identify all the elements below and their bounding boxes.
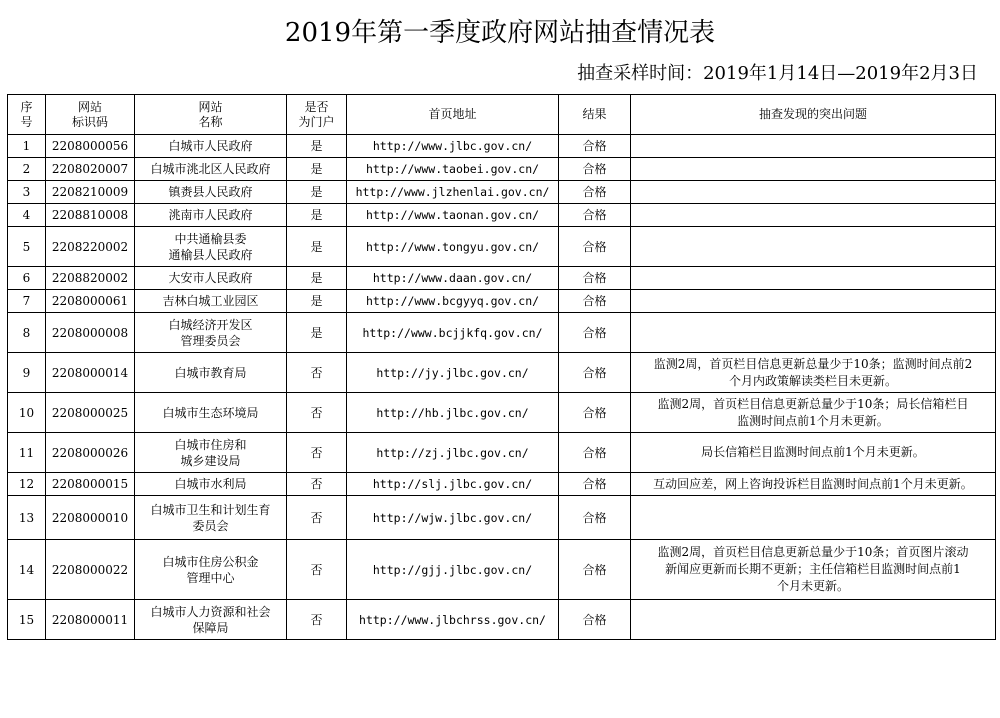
inspection-table <box>7 94 996 640</box>
table-row <box>8 267 996 290</box>
table-row <box>8 540 996 600</box>
issue-description <box>631 290 996 313</box>
issue-description <box>631 227 996 267</box>
site-code: 2208000026 <box>46 433 135 473</box>
check-result: 合格 <box>559 473 631 496</box>
table-row <box>8 496 996 540</box>
table-row <box>8 353 996 393</box>
header-no: 序 号 <box>8 95 46 135</box>
site-code: 2208000008 <box>46 313 135 353</box>
site-name: 白城市住房和 城乡建设局 <box>135 433 287 473</box>
homepage-url: http://www.jlzhenlai.gov.cn/ <box>347 181 559 204</box>
site-name: 镇赉县人民政府 <box>135 181 287 204</box>
check-result: 合格 <box>559 496 631 540</box>
homepage-url: http://www.bcjjkfq.gov.cn/ <box>347 313 559 353</box>
site-name: 白城市卫生和计划生育 委员会 <box>135 496 287 540</box>
check-result: 合格 <box>559 204 631 227</box>
site-code: 2208210009 <box>46 181 135 204</box>
check-result: 合格 <box>559 540 631 600</box>
is-portal: 是 <box>287 267 347 290</box>
table-row <box>8 135 996 158</box>
issue-description: 监测2周，首页栏目信息更新总量少于10条；首页图片滚动 新闻应更新而长期不更新；主任信箱栏目监测时间点前1 个月未更新。 <box>631 540 996 600</box>
site-code: 2208220002 <box>46 227 135 267</box>
check-result: 合格 <box>559 393 631 433</box>
homepage-url: http://www.jlbchrss.gov.cn/ <box>347 600 559 640</box>
homepage-url: http://slj.jlbc.gov.cn/ <box>347 473 559 496</box>
site-name: 白城市生态环境局 <box>135 393 287 433</box>
row-number: 8 <box>8 313 46 353</box>
is-portal: 是 <box>287 135 347 158</box>
table-row <box>8 393 996 433</box>
site-name: 白城市教育局 <box>135 353 287 393</box>
homepage-url: http://zj.jlbc.gov.cn/ <box>347 433 559 473</box>
check-result: 合格 <box>559 158 631 181</box>
row-number: 11 <box>8 433 46 473</box>
page-title: 2019年第一季度政府网站抽查情况表 <box>284 18 716 48</box>
is-portal: 是 <box>287 290 347 313</box>
homepage-url: http://www.jlbc.gov.cn/ <box>347 135 559 158</box>
homepage-url: http://www.taobei.gov.cn/ <box>347 158 559 181</box>
row-number: 5 <box>8 227 46 267</box>
issue-description: 监测2周，首页栏目信息更新总量少于10条；监测时间点前2 个月内政策解读类栏目未更新。 <box>631 353 996 393</box>
is-portal: 是 <box>287 227 347 267</box>
homepage-url: http://www.bcgyyq.gov.cn/ <box>347 290 559 313</box>
header-portal: 是否 为门户 <box>287 95 347 135</box>
is-portal: 是 <box>287 313 347 353</box>
site-code: 2208020007 <box>46 158 135 181</box>
is-portal: 否 <box>287 496 347 540</box>
table-body <box>8 135 996 640</box>
header-issue: 抽查发现的突出问题 <box>631 95 996 135</box>
site-code: 2208000014 <box>46 353 135 393</box>
is-portal: 是 <box>287 158 347 181</box>
row-number: 2 <box>8 158 46 181</box>
is-portal: 是 <box>287 181 347 204</box>
row-number: 3 <box>8 181 46 204</box>
site-code: 2208000010 <box>46 496 135 540</box>
table-header-row <box>8 95 996 135</box>
site-code: 2208000061 <box>46 290 135 313</box>
site-name: 中共通榆县委 通榆县人民政府 <box>135 227 287 267</box>
site-code: 2208000025 <box>46 393 135 433</box>
table-row <box>8 313 996 353</box>
header-name: 网站 名称 <box>135 95 287 135</box>
site-name: 洮南市人民政府 <box>135 204 287 227</box>
table-row <box>8 227 996 267</box>
issue-description: 互动回应差，网上咨询投诉栏目监测时间点前1个月未更新。 <box>631 473 996 496</box>
table-row <box>8 290 996 313</box>
issue-description: 监测2周，首页栏目信息更新总量少于10条；局长信箱栏目 监测时间点前1个月未更新。 <box>631 393 996 433</box>
table-row <box>8 433 996 473</box>
row-number: 15 <box>8 600 46 640</box>
table-row <box>8 473 996 496</box>
table-row <box>8 600 996 640</box>
is-portal: 否 <box>287 473 347 496</box>
homepage-url: http://www.daan.gov.cn/ <box>347 267 559 290</box>
issue-description <box>631 267 996 290</box>
issue-description <box>631 496 996 540</box>
issue-description <box>631 158 996 181</box>
site-name: 白城市人民政府 <box>135 135 287 158</box>
header-url: 首页地址 <box>347 95 559 135</box>
check-result: 合格 <box>559 600 631 640</box>
site-code: 2208820002 <box>46 267 135 290</box>
row-number: 9 <box>8 353 46 393</box>
homepage-url: http://www.taonan.gov.cn/ <box>347 204 559 227</box>
site-name: 吉林白城工业园区 <box>135 290 287 313</box>
is-portal: 否 <box>287 393 347 433</box>
is-portal: 是 <box>287 204 347 227</box>
homepage-url: http://gjj.jlbc.gov.cn/ <box>347 540 559 600</box>
site-code: 2208000022 <box>46 540 135 600</box>
row-number: 6 <box>8 267 46 290</box>
site-name: 白城市人力资源和社会 保障局 <box>135 600 287 640</box>
site-code: 2208000015 <box>46 473 135 496</box>
check-result: 合格 <box>559 135 631 158</box>
table-row <box>8 204 996 227</box>
site-name: 白城市住房公积金 管理中心 <box>135 540 287 600</box>
check-result: 合格 <box>559 433 631 473</box>
check-result: 合格 <box>559 181 631 204</box>
homepage-url: http://www.tongyu.gov.cn/ <box>347 227 559 267</box>
table-row <box>8 181 996 204</box>
is-portal: 否 <box>287 600 347 640</box>
homepage-url: http://jy.jlbc.gov.cn/ <box>347 353 559 393</box>
site-name: 白城市水利局 <box>135 473 287 496</box>
check-result: 合格 <box>559 353 631 393</box>
issue-description: 局长信箱栏目监测时间点前1个月未更新。 <box>631 433 996 473</box>
site-name: 白城经济开发区 管理委员会 <box>135 313 287 353</box>
row-number: 13 <box>8 496 46 540</box>
site-code: 2208810008 <box>46 204 135 227</box>
table-row <box>8 158 996 181</box>
header-result: 结果 <box>559 95 631 135</box>
check-result: 合格 <box>559 227 631 267</box>
issue-description <box>631 313 996 353</box>
row-number: 14 <box>8 540 46 600</box>
check-result: 合格 <box>559 313 631 353</box>
is-portal: 否 <box>287 353 347 393</box>
check-result: 合格 <box>559 290 631 313</box>
site-name: 白城市洮北区人民政府 <box>135 158 287 181</box>
issue-description <box>631 181 996 204</box>
row-number: 7 <box>8 290 46 313</box>
issue-description <box>631 135 996 158</box>
site-code: 2208000056 <box>46 135 135 158</box>
row-number: 12 <box>8 473 46 496</box>
check-result: 合格 <box>559 267 631 290</box>
is-portal: 否 <box>287 540 347 600</box>
issue-description <box>631 600 996 640</box>
row-number: 10 <box>8 393 46 433</box>
homepage-url: http://wjw.jlbc.gov.cn/ <box>347 496 559 540</box>
header-code: 网站 标识码 <box>46 95 135 135</box>
is-portal: 否 <box>287 433 347 473</box>
homepage-url: http://hb.jlbc.gov.cn/ <box>347 393 559 433</box>
row-number: 4 <box>8 204 46 227</box>
issue-description <box>631 204 996 227</box>
row-number: 1 <box>8 135 46 158</box>
site-code: 2208000011 <box>46 600 135 640</box>
site-name: 大安市人民政府 <box>135 267 287 290</box>
sampling-period: 抽查采样时间：2019年1月14日—2019年2月3日 <box>577 63 978 84</box>
